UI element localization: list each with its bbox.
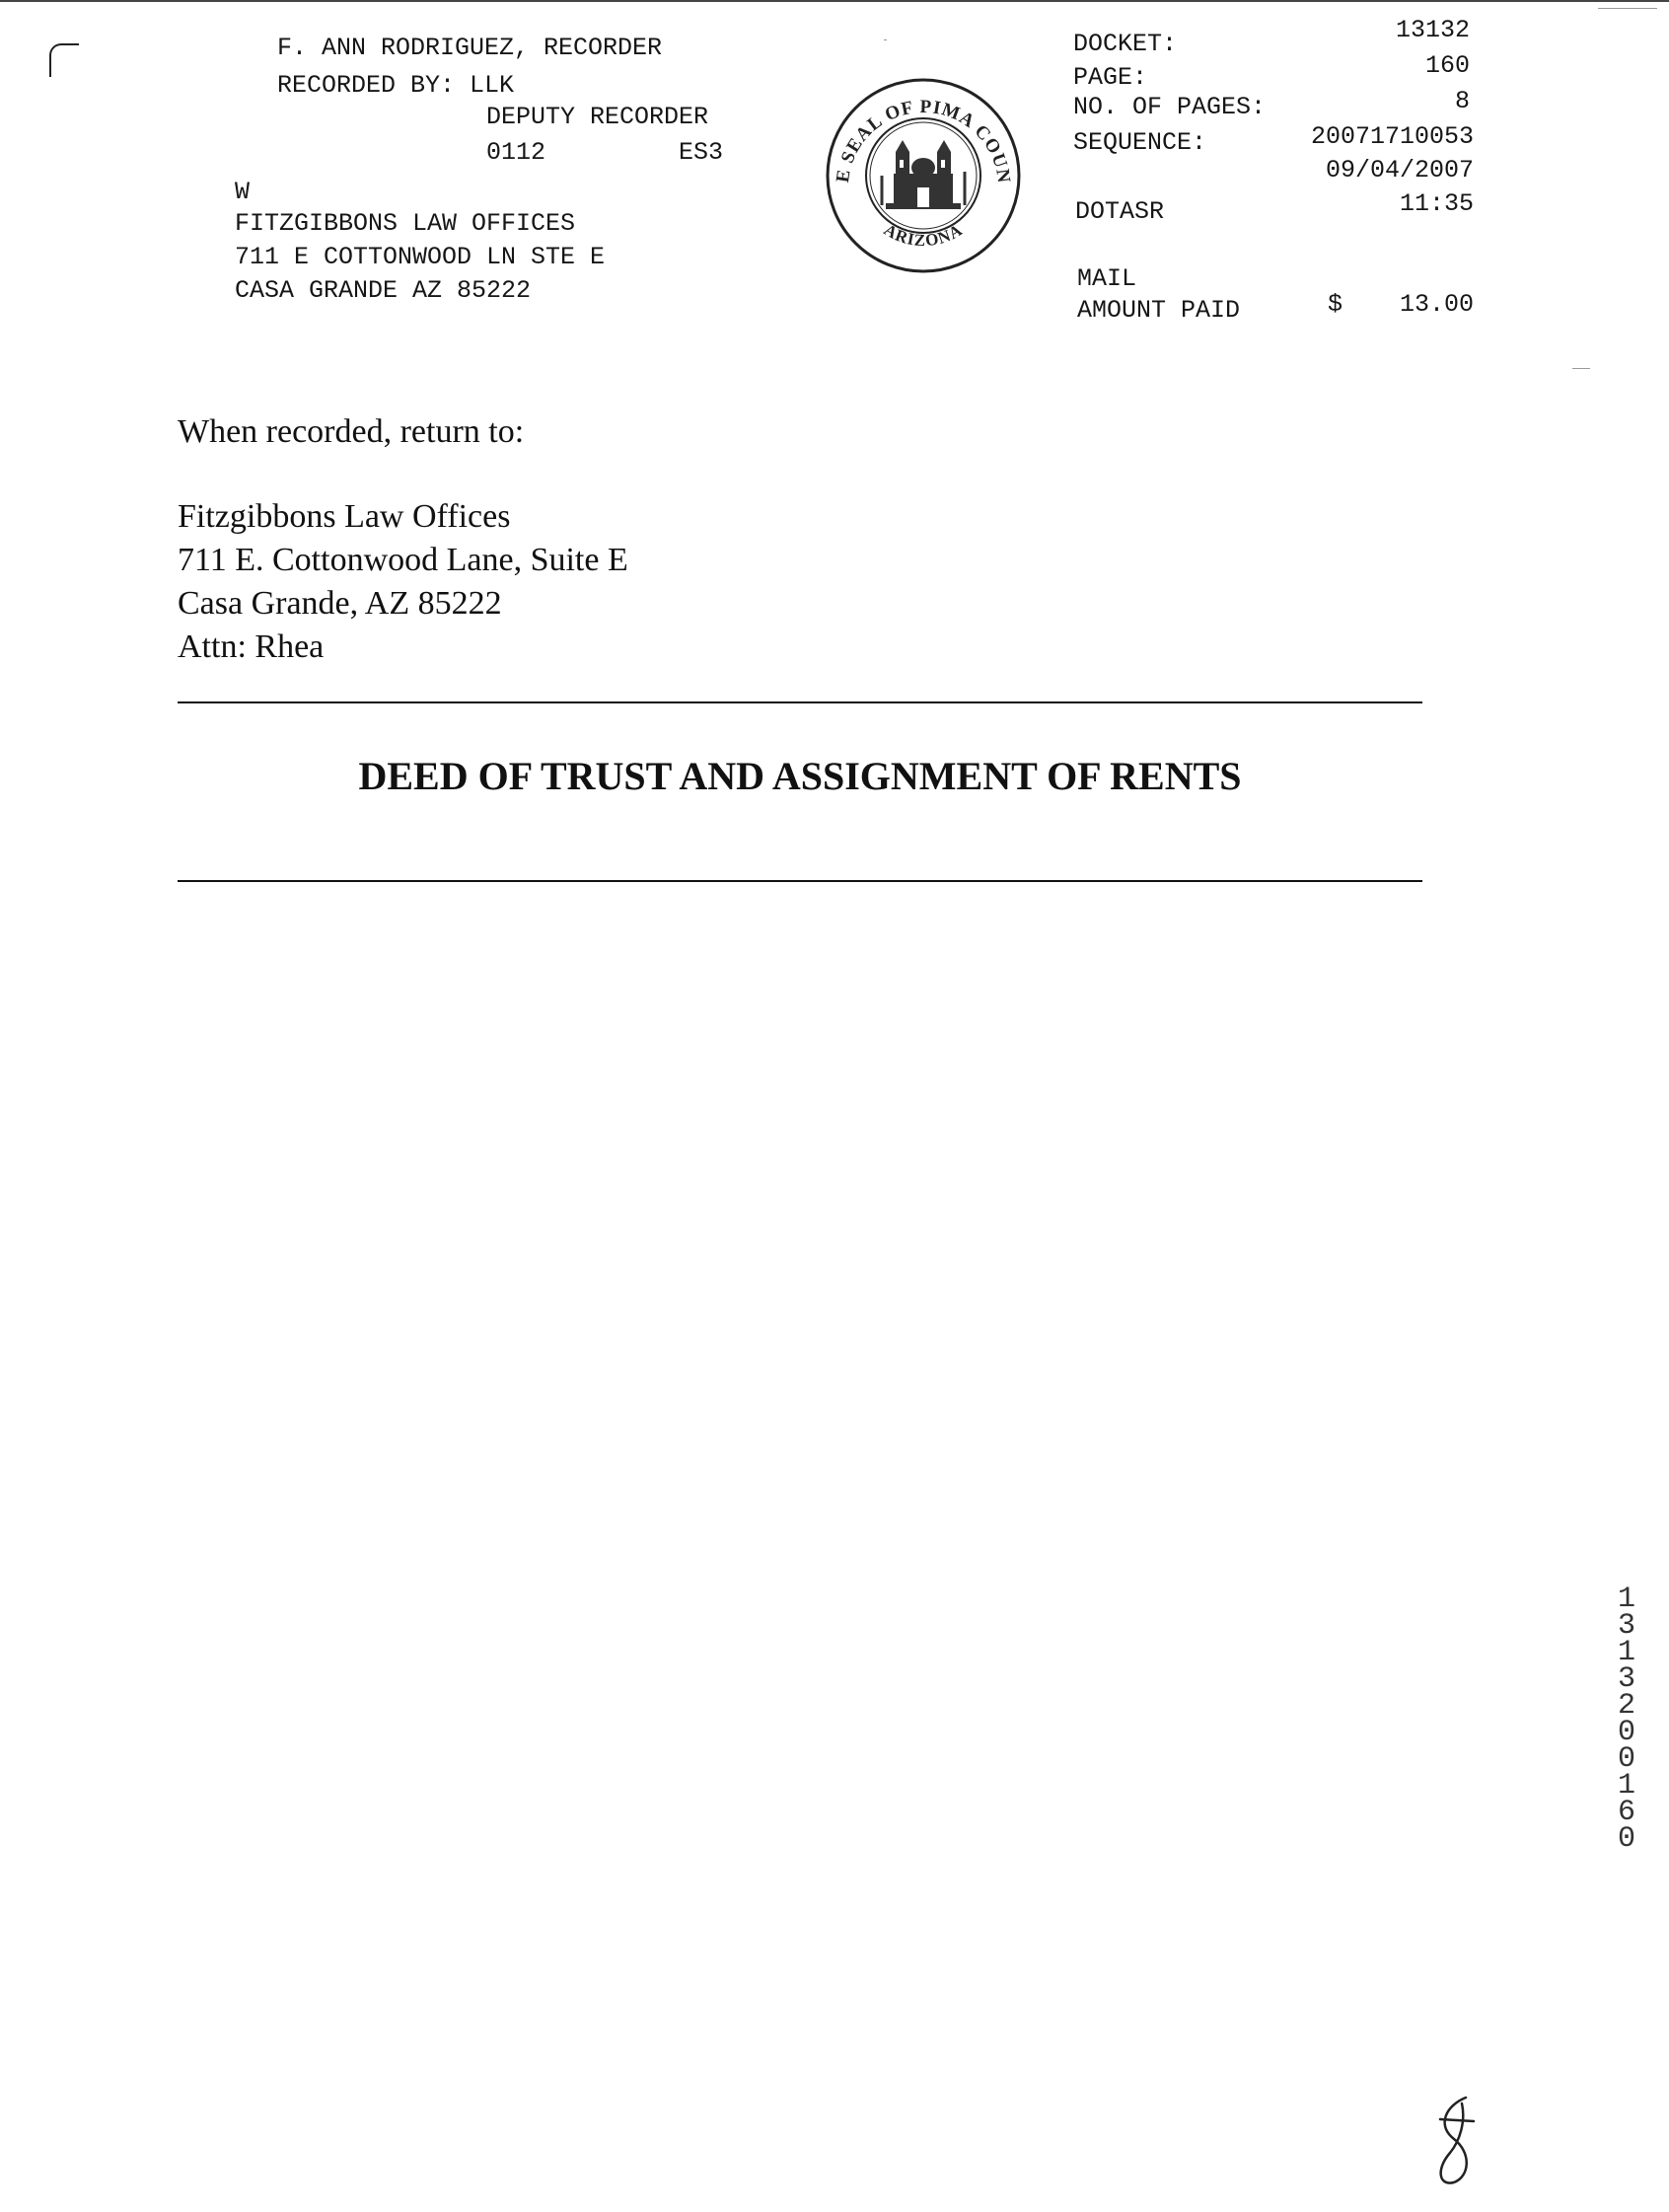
svg-text:ARIZONA	[881, 220, 966, 250]
return-to-street: 711 E. Cottonwood Lane, Suite E	[178, 542, 628, 578]
margin-digit: 2	[1617, 1689, 1635, 1723]
margin-docket-number	[1610, 1583, 1643, 1856]
margin-digit: 3	[1617, 1609, 1635, 1643]
recorder-name: F. ANN RODRIGUEZ, RECORDER	[277, 34, 663, 62]
margin-digit: 0	[1617, 1822, 1635, 1856]
docket-value: 13132	[1395, 16, 1470, 44]
title-rule-bottom	[178, 880, 1422, 882]
return-to-attn: Attn: Rhea	[178, 628, 325, 665]
pages-value: 8	[1454, 87, 1470, 115]
seal-text-bottom: ARIZONA	[880, 220, 967, 251]
seal-graphic	[825, 77, 1022, 274]
margin-digit: 6	[1617, 1796, 1635, 1829]
sequence-label: SEQUENCE:	[1073, 128, 1207, 157]
return-to-heading: When recorded, return to:	[178, 413, 525, 450]
recording-time: 11:35	[1399, 189, 1474, 218]
recorder-code-right: ES3	[679, 138, 724, 167]
scan-corner-mark	[49, 43, 79, 77]
county-seal-icon	[825, 77, 1022, 274]
handwritten-eight-icon	[1426, 2092, 1486, 2190]
document-type-code: DOTASR	[1075, 197, 1165, 226]
docket-label: DOCKET:	[1073, 30, 1178, 58]
recorder-code-left: 0112	[486, 138, 546, 167]
delivery-method: MAIL	[1077, 264, 1137, 293]
margin-digit: 1	[1617, 1769, 1635, 1803]
margin-digit: 1	[1617, 1583, 1635, 1616]
address-line-1: 711 E COTTONWOOD LN STE E	[235, 243, 606, 271]
amount-paid-value: 13.00	[1399, 290, 1474, 319]
recorded-by: RECORDED BY: LLK	[277, 71, 515, 100]
handwritten-page-count	[1426, 2092, 1486, 2190]
margin-digit: 0	[1617, 1716, 1635, 1749]
address-line-2: CASA GRANDE AZ 85222	[235, 276, 532, 305]
page-label: PAGE:	[1073, 63, 1148, 92]
recording-date: 09/04/2007	[1325, 156, 1474, 184]
scan-speck	[884, 39, 887, 40]
margin-digit: 3	[1617, 1662, 1635, 1696]
return-to-city: Casa Grande, AZ 85222	[178, 585, 502, 622]
return-to-name: Fitzgibbons Law Offices	[178, 498, 511, 535]
title-rule-top	[178, 701, 1422, 703]
seal-text-top: E SEAL OF PIMA COUN	[832, 96, 1015, 185]
scan-speck	[1598, 8, 1657, 9]
document-title: DEED OF TRUST AND ASSIGNMENT OF RENTS	[358, 754, 1242, 798]
currency-symbol: $	[1328, 290, 1343, 319]
sequence-value: 20071710053	[1310, 122, 1474, 151]
deputy-recorder: DEPUTY RECORDER	[486, 103, 709, 131]
page-top-edge	[0, 0, 1669, 2]
pages-label: NO. OF PAGES:	[1073, 93, 1267, 121]
scan-speck	[1572, 368, 1590, 369]
amount-paid-label: AMOUNT PAID	[1077, 296, 1241, 325]
addressee: FITZGIBBONS LAW OFFICES	[235, 209, 576, 238]
margin-digit: 1	[1617, 1636, 1635, 1669]
margin-digit: 0	[1617, 1742, 1635, 1776]
page-value: 160	[1424, 51, 1470, 80]
recorder-flag: W	[235, 178, 251, 206]
